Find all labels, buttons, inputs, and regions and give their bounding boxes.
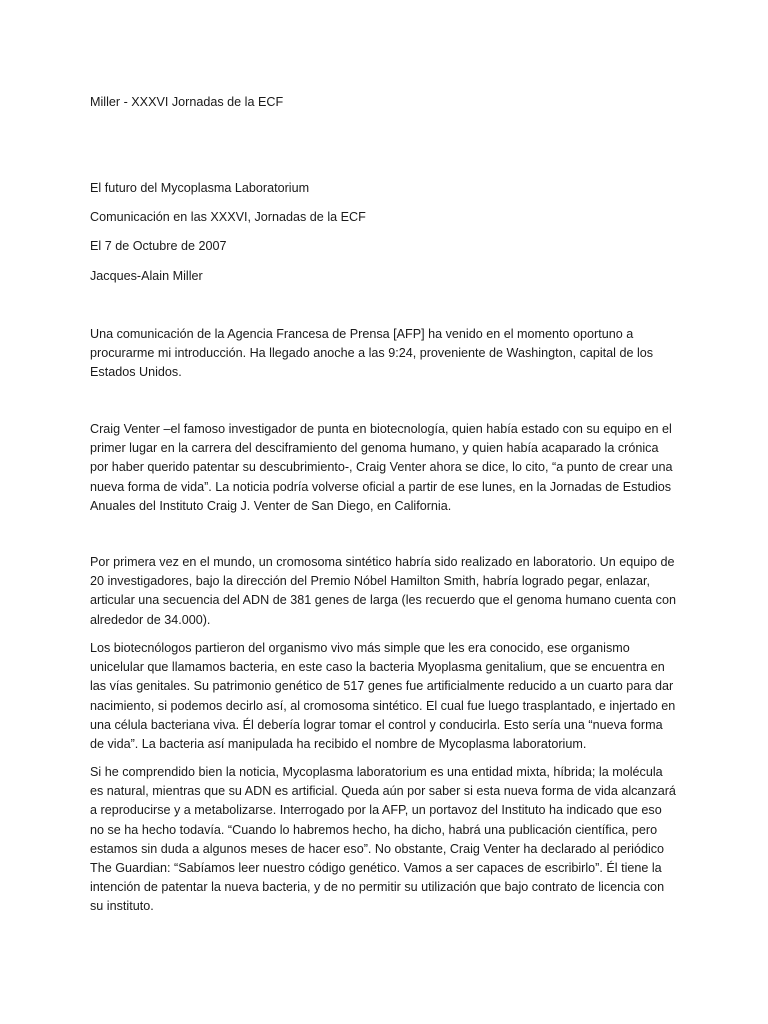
document-subtitle: Comunicación en las XXXVI, Jornadas de la ECF <box>90 210 366 224</box>
document-date: El 7 de Octubre de 2007 <box>90 239 227 253</box>
paragraph-1: Una comunicación de la Agencia Francesa de Prensa [AFP] ha venido en el momento oportuno a procurarme mi introducción. Ha llegado anoche a las 9:24, proveniente de Washington, capital de los Estados Unidos. <box>90 327 654 380</box>
document-title: El futuro del Mycoplasma Laboratorium <box>90 181 310 195</box>
paragraph-5: Si he comprendido bien la noticia, Mycoplasma laboratorium es una entidad mixta, híbrida; la molécula es natural, mientras que su ADN es artificial. Queda aún por saber si esta nueva forma de vida alcanzará a reproducirse y a metabolizarse. Interrogado por la AFP, un portavoz del Instituto ha indicado que eso no se ha hecho todavía. “Cuando lo habremos hecho, ha dicho, habrá una publicación científica, pero estamos sin duda a algunos meses de hacer eso”. No obstante, Craig Venter ha declarado al periódico The Guardian: “Sabíamos leer nuestro código genético. Vamos a ser capaces de escribirlo”. Él tiene la intención de patentar la nueva bacteria, y de no permitir su utilización que bajo contrato de licencia con su instituto. <box>90 765 676 914</box>
paragraph-4: Los biotecnólogos partieron del organismo vivo más simple que les era conocido, ese organismo unicelular que llamamos bacteria, en este caso la bacteria Myoplasma genitalium, que se encuentra en las vías genitales. Su patrimonio genético de 517 genes fue artificialmente reducido a un cuarto para dar nacimiento, si podemos decirlo así, al cromosoma sintético. El cual fue luego trasplantado, e injertado en una célula bacteriana viva. Él debería lograr tomar el control y conducirla. Esto sería una “nueva forma de vida”. La bacteria así manipulada ha recibido el nombre de Mycoplasma laboratorium. <box>90 641 676 752</box>
document-header: Miller - XXXVI Jornadas de la ECF <box>90 95 284 109</box>
paragraph-2: Craig Venter –el famoso investigador de punta en biotecnología, quien había estado con su equipo en el primer lugar en la carrera del desciframiento del genoma humano, y quien había acaparado la crónica por haber querido patentar su descubrimiento-, Craig Venter ahora se dice, lo cito, “a punto de crear una nueva forma de vida”. La noticia podría volverse oficial a partir de ese lunes, en la Jornadas de Estudios Anuales del Instituto Craig J. Venter de San Diego, en California. <box>90 422 673 513</box>
paragraph-3: Por primera vez en el mundo, un cromosoma sintético habría sido realizado en laboratorio. Un equipo de 20 investigadores, bajo la dirección del Premio Nóbel Hamilton Smith, habría logrado pegar, enlazar, articular una secuencia del ADN de 381 genes de larga (les recuerdo que el genoma humano cuenta con alrededor de 34.000). <box>90 555 676 627</box>
document-author: Jacques-Alain Miller <box>90 269 203 283</box>
